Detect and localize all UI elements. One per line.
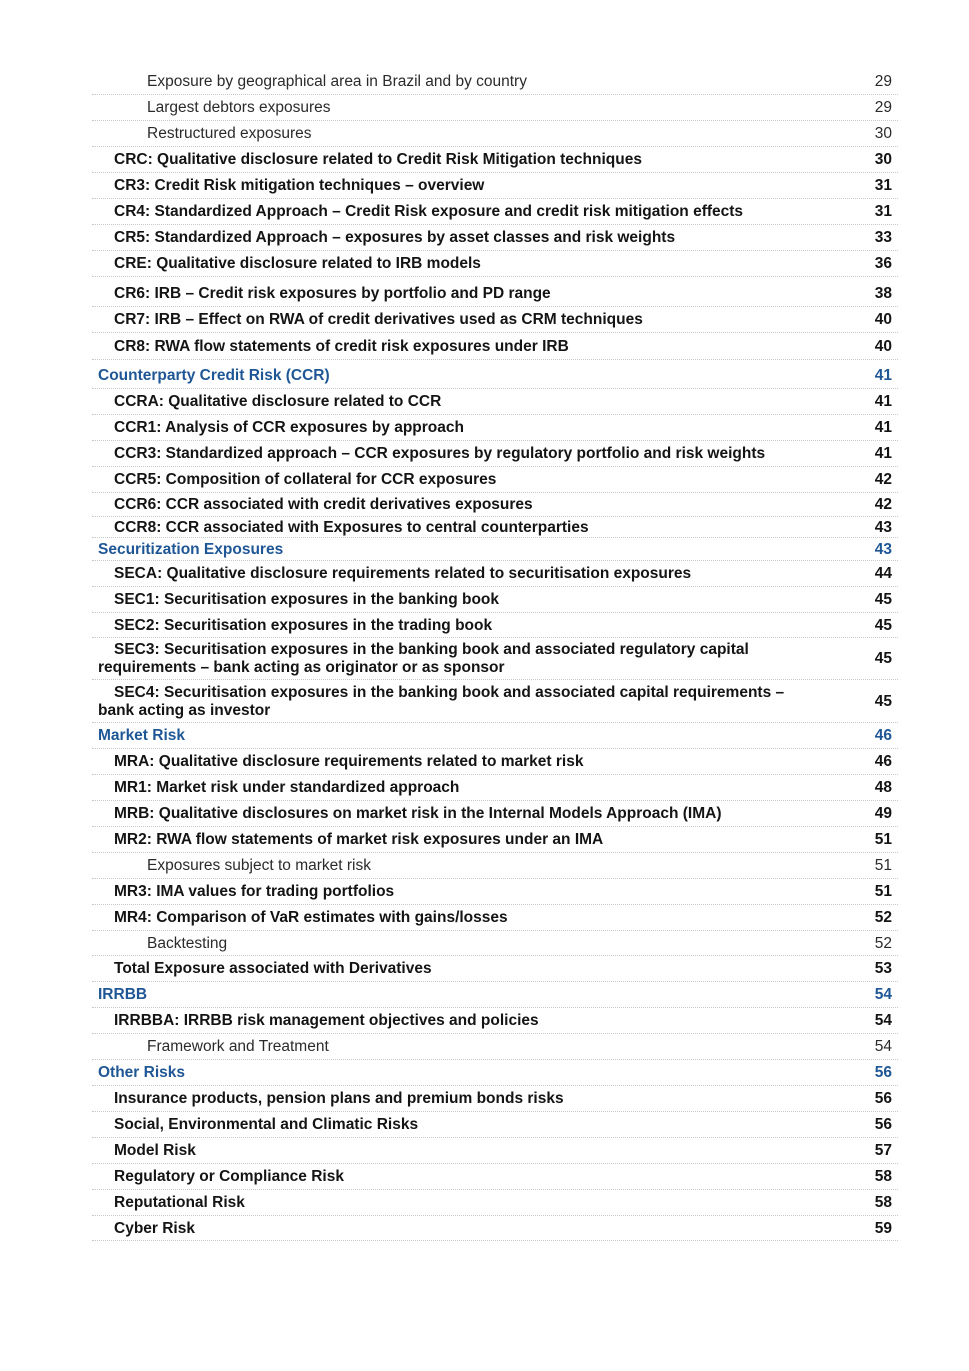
toc-entry[interactable] bbox=[92, 1087, 898, 1112]
toc-entry[interactable] bbox=[92, 96, 898, 121]
toc-entry-title: Insurance products, pension plans and premium bonds risks bbox=[114, 1090, 564, 1107]
toc-page-number: 59 bbox=[874, 1219, 892, 1237]
toc-entry-title: CR3: Credit Risk mitigation techniques – overview bbox=[114, 177, 485, 194]
toc-entry-title: Cyber Risk bbox=[114, 1219, 195, 1237]
toc-entry[interactable] bbox=[92, 200, 898, 225]
toc-entry-title: Backtesting bbox=[147, 934, 228, 952]
toc-entry[interactable] bbox=[92, 308, 898, 333]
toc-page-number: 36 bbox=[874, 255, 892, 272]
toc-entry-title: Other Risks bbox=[98, 1064, 186, 1081]
toc-entry-title: IRRBBA: IRRBB risk management objectives and policies bbox=[114, 1012, 539, 1029]
toc-entry-title: MRA: Qualitative disclosure requirements related to market risk bbox=[114, 753, 584, 770]
toc-page-number: 58 bbox=[874, 1168, 892, 1185]
toc-entry-title: SEC1: Securitisation exposures in the banking book bbox=[114, 591, 499, 608]
toc-entry[interactable] bbox=[92, 588, 898, 613]
toc-entry[interactable] bbox=[92, 957, 898, 982]
toc-entry[interactable] bbox=[92, 1139, 898, 1164]
toc-entry[interactable] bbox=[92, 932, 898, 956]
toc-entry-title: Model Risk bbox=[114, 1142, 196, 1159]
toc-entry-title: MR1: Market risk under standardized approach bbox=[114, 779, 460, 796]
toc-entry-title: CCRA: Qualitative disclosure related to CCR bbox=[114, 393, 442, 410]
toc-page-number: 54 bbox=[874, 986, 892, 1003]
toc-entry-title: Regulatory or Compliance Risk bbox=[114, 1168, 344, 1185]
toc-page-number: 41 bbox=[874, 445, 892, 462]
toc-entry-title: CRE: Qualitative disclosure related to IRB models bbox=[114, 255, 481, 272]
toc-entry-title: MR4: Comparison of VaR estimates with gains/losses bbox=[114, 909, 508, 926]
toc-entry[interactable] bbox=[92, 1009, 898, 1034]
toc-entry-title: CRC: Qualitative disclosure related to Credit Risk Mitigation techniques bbox=[114, 151, 642, 168]
toc-page-number: 41 bbox=[874, 419, 892, 436]
toc-entry-title: Reputational Risk bbox=[114, 1194, 245, 1211]
toc-section-heading[interactable] bbox=[92, 539, 898, 561]
toc-page-number: 51 bbox=[874, 857, 892, 874]
toc-entry[interactable] bbox=[92, 681, 898, 723]
toc-entry[interactable] bbox=[92, 880, 898, 905]
toc-entry-title: Social, Environmental and Climatic Risks bbox=[114, 1116, 419, 1133]
toc-entry-title: SEC4: Securitisation exposures in the banking book and associated capital requirements – bank acting as investor bbox=[98, 683, 785, 719]
toc-entry-title: SECA: Qualitative disclosure requirements related to securitisation exposures bbox=[114, 565, 692, 582]
toc-page-number: 56 bbox=[874, 1064, 892, 1081]
toc-entry-title: CCR8: CCR associated with Exposures to central counterparties bbox=[114, 518, 589, 536]
toc-section-heading[interactable] bbox=[92, 724, 898, 749]
toc-entry[interactable] bbox=[92, 390, 898, 415]
toc-section-heading[interactable] bbox=[92, 1061, 898, 1086]
toc-page-number: 38 bbox=[874, 285, 892, 302]
toc-entry[interactable] bbox=[92, 518, 898, 538]
toc-page-number: 54 bbox=[874, 1012, 892, 1029]
toc-entry[interactable] bbox=[92, 906, 898, 931]
toc-entry-title: Exposures subject to market risk bbox=[147, 857, 371, 874]
toc-entry[interactable] bbox=[92, 226, 898, 251]
toc-page-number: 45 bbox=[874, 650, 892, 667]
toc-entry-title: CCR1: Analysis of CCR exposures by approach bbox=[114, 419, 464, 436]
toc-page-number: 42 bbox=[874, 471, 892, 488]
toc-page-number: 41 bbox=[874, 393, 892, 410]
toc-page-number: 43 bbox=[874, 540, 892, 558]
toc-page-number: 40 bbox=[874, 311, 892, 328]
toc-page-number: 33 bbox=[874, 229, 892, 246]
toc-entry[interactable] bbox=[92, 1113, 898, 1138]
toc-entry-title: CR8: RWA flow statements of credit risk exposures under IRB bbox=[114, 338, 569, 355]
toc-page-number: 58 bbox=[874, 1194, 892, 1211]
toc-entry-title: IRRBB bbox=[98, 986, 148, 1003]
toc-page-number: 30 bbox=[874, 151, 892, 168]
toc-entry[interactable] bbox=[92, 639, 898, 680]
toc-entry-title: MRB: Qualitative disclosures on market risk in the Internal Models Approach (IMA) bbox=[114, 805, 722, 822]
toc-entry[interactable] bbox=[92, 1191, 898, 1216]
toc-entry-title: CR4: Standardized Approach – Credit Risk exposure and credit risk mitigation effects bbox=[114, 203, 744, 220]
toc-entry[interactable] bbox=[92, 562, 898, 587]
toc-entry-title: Total Exposure associated with Derivatives bbox=[114, 960, 432, 977]
toc-entry-title: Exposure by geographical area in Brazil and by country bbox=[147, 73, 527, 90]
toc-entry-title: Largest debtors exposures bbox=[147, 99, 331, 116]
toc-entry[interactable] bbox=[92, 750, 898, 775]
toc-entry[interactable] bbox=[92, 776, 898, 801]
toc-entry[interactable] bbox=[92, 282, 898, 307]
toc-entry[interactable] bbox=[92, 828, 898, 853]
toc-page-number: 45 bbox=[874, 616, 892, 634]
toc-entry[interactable] bbox=[92, 802, 898, 827]
toc-page-number: 45 bbox=[874, 692, 892, 710]
toc-section-heading[interactable] bbox=[92, 983, 898, 1008]
toc-page-number: 31 bbox=[874, 177, 892, 194]
toc-page-number: 29 bbox=[874, 73, 892, 90]
toc-entry[interactable] bbox=[92, 252, 898, 277]
toc-page-number: 43 bbox=[874, 518, 892, 536]
toc-entry-title: Securitization Exposures bbox=[98, 540, 284, 558]
toc-entry[interactable] bbox=[92, 442, 898, 467]
toc-entry-title: CR5: Standardized Approach – exposures by asset classes and risk weights bbox=[114, 229, 676, 246]
toc-entry-title: CR7: IRB – Effect on RWA of credit derivatives used as CRM techniques bbox=[114, 311, 643, 328]
toc-page-number: 53 bbox=[874, 960, 892, 977]
toc-page-number: 29 bbox=[874, 99, 892, 116]
toc-page-number: 51 bbox=[874, 831, 892, 848]
toc-entry[interactable] bbox=[92, 614, 898, 638]
toc-page-number: 52 bbox=[874, 909, 892, 926]
toc-page-number: 40 bbox=[874, 338, 892, 355]
toc-entry[interactable] bbox=[92, 70, 898, 95]
toc-entry-title: CCR3: Standardized approach – CCR exposures by regulatory portfolio and risk weights bbox=[114, 445, 766, 462]
toc-entry[interactable] bbox=[92, 1035, 898, 1060]
toc-entry-title: CCR5: Composition of collateral for CCR exposures bbox=[114, 471, 497, 488]
toc-entry-title: Framework and Treatment bbox=[147, 1038, 329, 1055]
toc-section-heading[interactable] bbox=[92, 364, 898, 389]
toc-page-number: 56 bbox=[874, 1090, 892, 1107]
toc-entry-title: MR2: RWA flow statements of market risk exposures under an IMA bbox=[114, 831, 604, 848]
toc-entry[interactable] bbox=[92, 854, 898, 879]
toc-page-number: 52 bbox=[874, 934, 892, 952]
toc-page-number: 45 bbox=[874, 591, 892, 608]
toc-page-number: 44 bbox=[874, 565, 892, 582]
toc-entry[interactable] bbox=[92, 122, 898, 147]
toc-entry-title: SEC2: Securitisation exposures in the trading book bbox=[114, 616, 493, 634]
toc-page-number: 51 bbox=[874, 883, 892, 900]
toc-entry-title: Market Risk bbox=[98, 727, 186, 744]
toc-entry-title: MR3: IMA values for trading portfolios bbox=[114, 883, 395, 900]
toc-entry[interactable] bbox=[92, 1165, 898, 1190]
toc-page-number: 56 bbox=[874, 1116, 892, 1133]
toc-entry-title: Restructured exposures bbox=[147, 125, 312, 142]
toc-page-number: 57 bbox=[874, 1142, 892, 1159]
toc-page-number: 31 bbox=[874, 203, 892, 220]
toc-page-number: 49 bbox=[874, 805, 892, 822]
toc-page-number: 30 bbox=[874, 125, 892, 142]
toc-page-number: 42 bbox=[874, 496, 892, 513]
toc-entry-title: Counterparty Credit Risk (CCR) bbox=[98, 367, 330, 384]
toc-entry[interactable] bbox=[92, 416, 898, 441]
toc-entry-title: SEC3: Securitisation exposures in the banking book and associated regulatory capital requirements – bank acting as originator or as sponsor bbox=[98, 641, 749, 676]
toc-entry[interactable] bbox=[92, 468, 898, 493]
toc-page-number: 54 bbox=[874, 1038, 892, 1055]
toc-entry[interactable] bbox=[92, 494, 898, 517]
toc-entry[interactable] bbox=[92, 335, 898, 360]
toc-entry[interactable] bbox=[92, 1217, 898, 1241]
toc-page-number: 46 bbox=[874, 727, 892, 744]
toc-entry-title: CCR6: CCR associated with credit derivatives exposures bbox=[114, 496, 533, 513]
toc-entry[interactable] bbox=[92, 148, 898, 173]
toc-page-number: 41 bbox=[874, 367, 892, 384]
toc-entry-title: CR6: IRB – Credit risk exposures by portfolio and PD range bbox=[114, 285, 551, 302]
toc-page-number: 48 bbox=[874, 779, 892, 796]
toc-page-number: 46 bbox=[874, 753, 892, 770]
toc-entry[interactable] bbox=[92, 174, 898, 199]
